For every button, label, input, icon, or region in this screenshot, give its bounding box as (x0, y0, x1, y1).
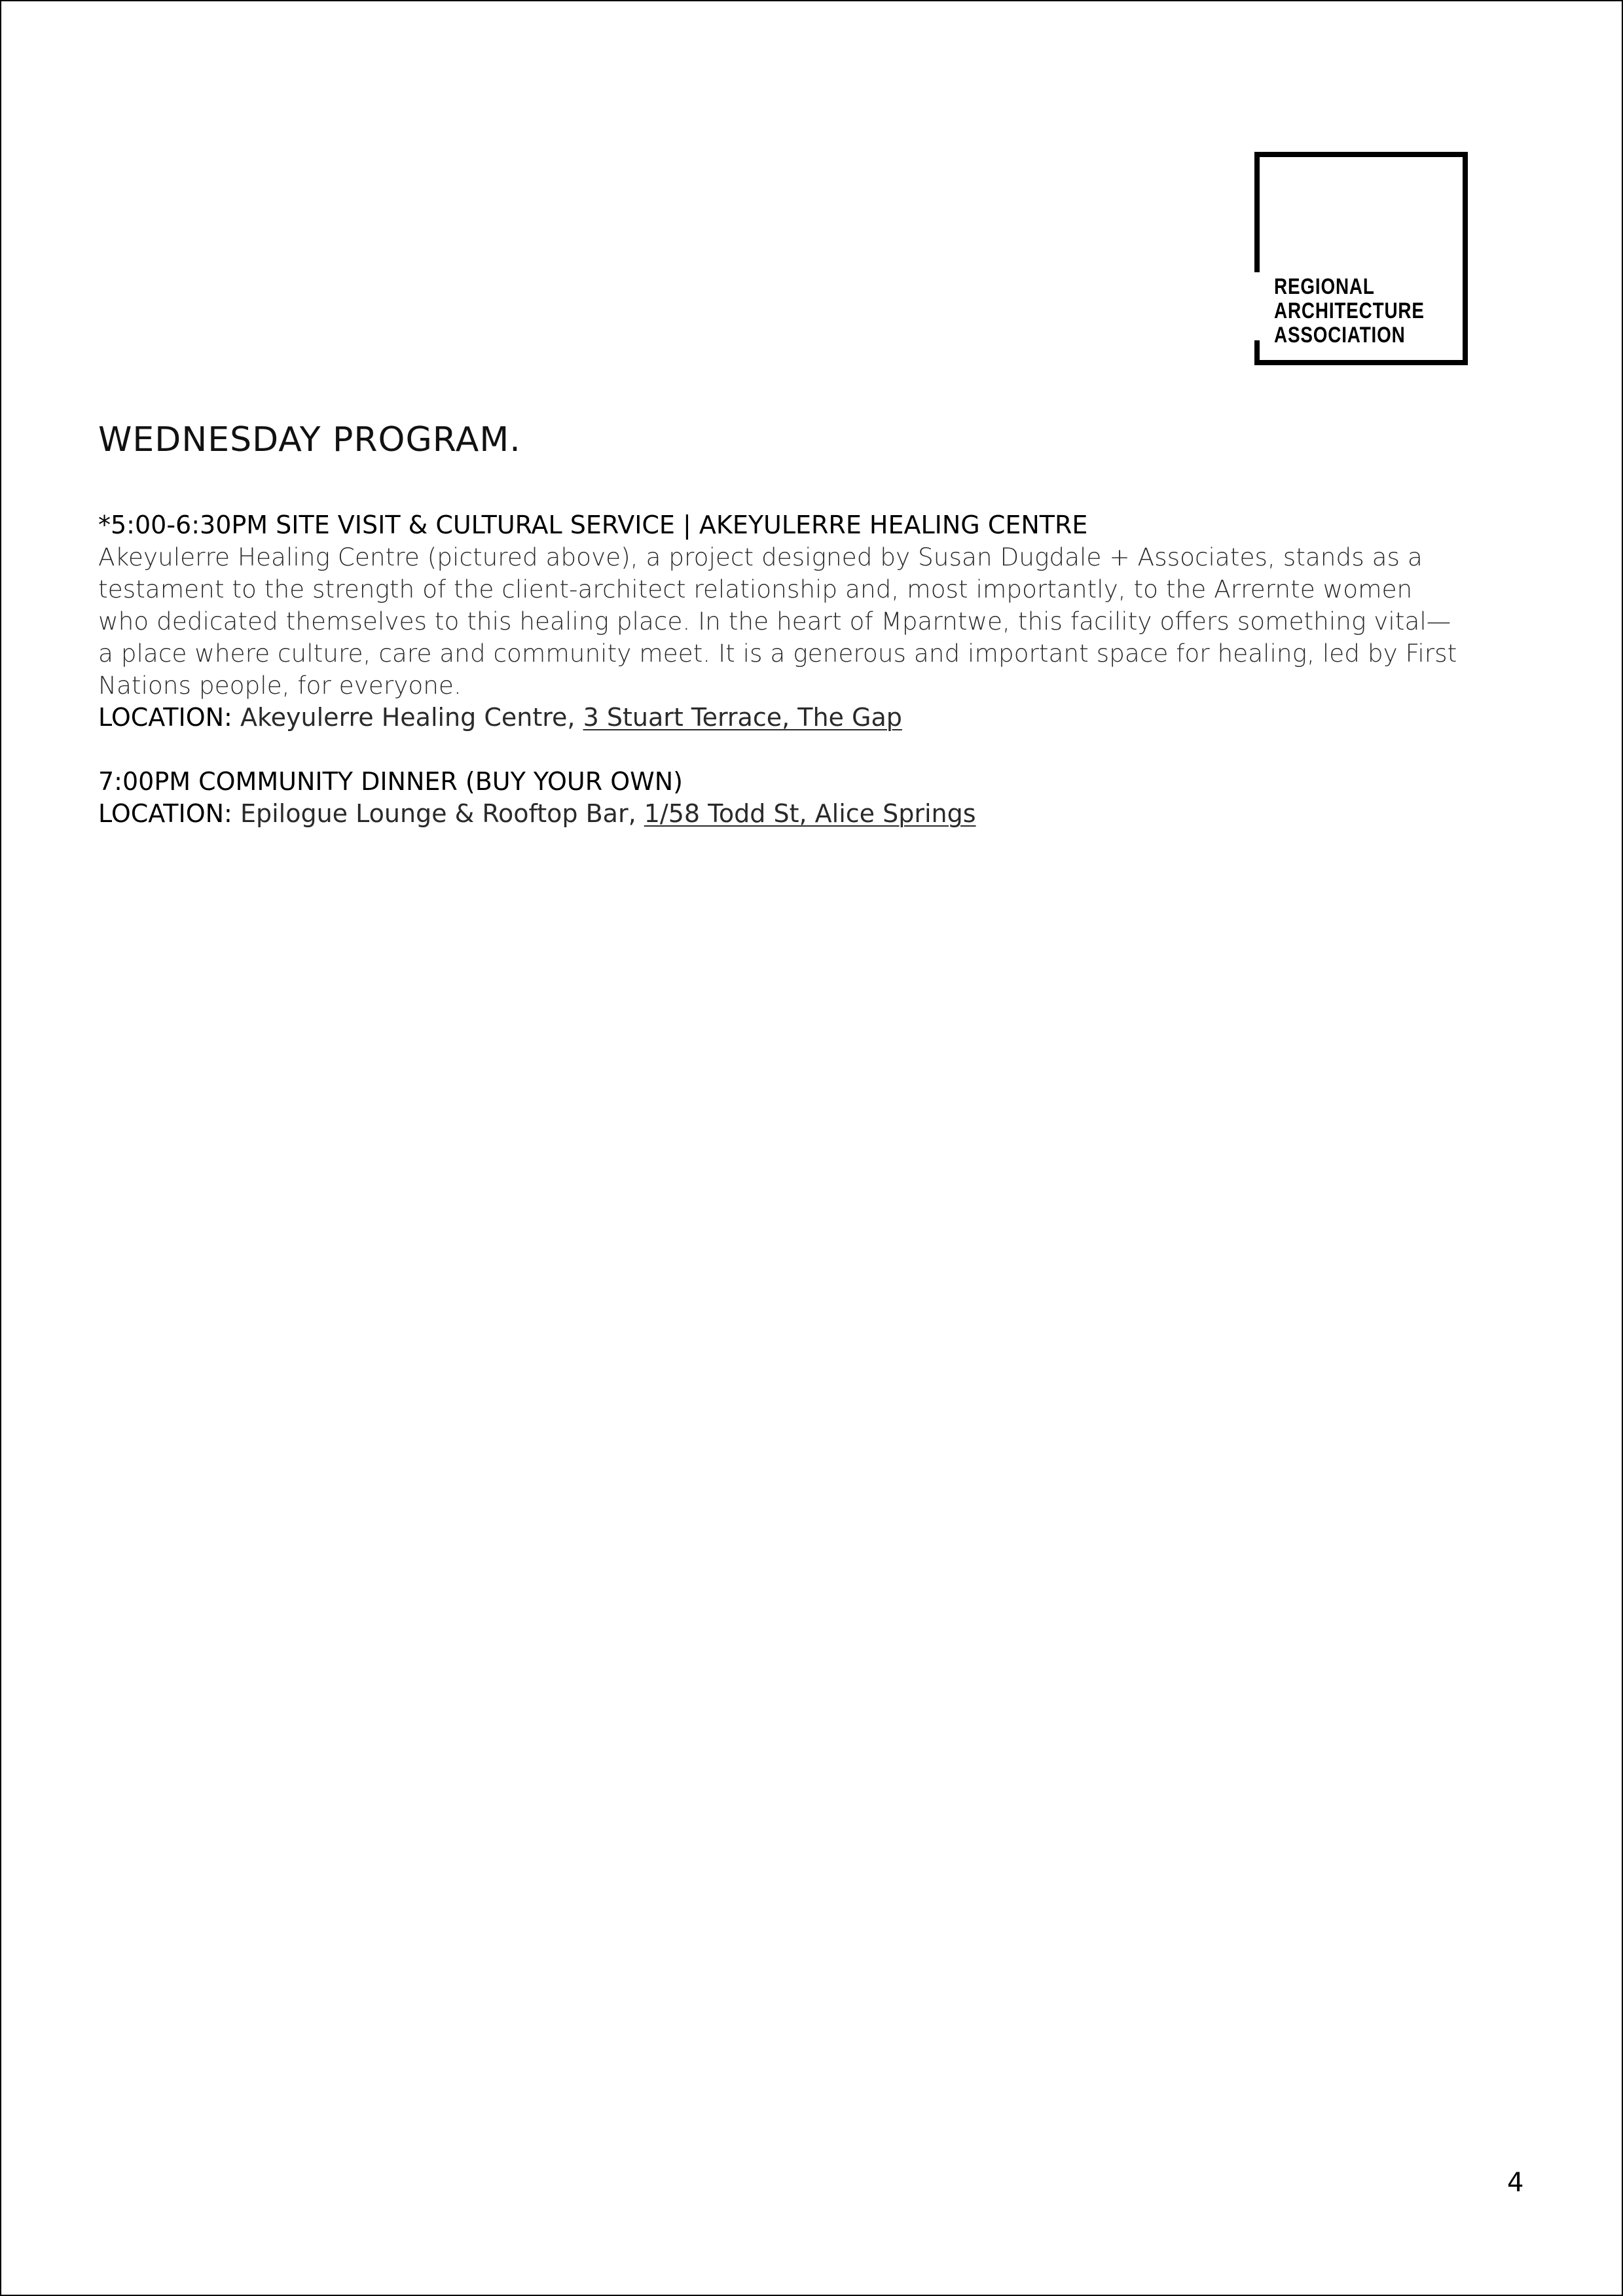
event-heading: 7:00PM COMMUNITY DINNER (BUY YOUR OWN) (98, 767, 683, 796)
location-venue: Akeyulerre Healing Centre, (240, 703, 583, 732)
event-site-visit (98, 509, 1539, 734)
event-location (98, 702, 1539, 734)
logo-line-architecture: ARCHITECTURE (1274, 298, 1425, 323)
page-number: 4 (1507, 2168, 1524, 2198)
location-address-link[interactable]: 3 Stuart Terrace, The Gap (583, 703, 902, 732)
logo-line-association: ASSOCIATION (1274, 323, 1406, 348)
page-title: WEDNESDAY PROGRAM. (98, 420, 521, 459)
event-description (98, 541, 1539, 702)
event-location (98, 798, 1539, 830)
regional-architecture-association-logo (1254, 152, 1468, 365)
program-content (98, 509, 1539, 830)
logo-line-regional: REGIONAL (1274, 274, 1375, 299)
location-venue: Epilogue Lounge & Rooftop Bar, (240, 799, 644, 828)
description-line: a place where culture, care and community meet. It is a generous and important space for healing, led by First (98, 639, 1457, 668)
location-label: LOCATION: (98, 799, 232, 828)
event-heading: *5:00-6:30PM SITE VISIT & CULTURAL SERVICE | AKEYULERRE HEALING CENTRE (98, 511, 1088, 539)
location-label: LOCATION: (98, 703, 232, 732)
description-line: who dedicated themselves to this healing place. In the heart of Mparntwe, this facility offers something vital— (98, 607, 1451, 636)
description-line: Nations people, for everyone. (98, 671, 462, 700)
description-line: testament to the strength of the client-architect relationship and, most importantly, to the Arrernte women (98, 575, 1413, 603)
logo-text (1274, 275, 1425, 348)
description-line: Akeyulerre Healing Centre (pictured above), a project designed by Susan Dugdale + Associates, stands as a (98, 543, 1423, 571)
event-community-dinner (98, 766, 1539, 830)
location-address-link[interactable]: 1/58 Todd St, Alice Springs (644, 799, 976, 828)
